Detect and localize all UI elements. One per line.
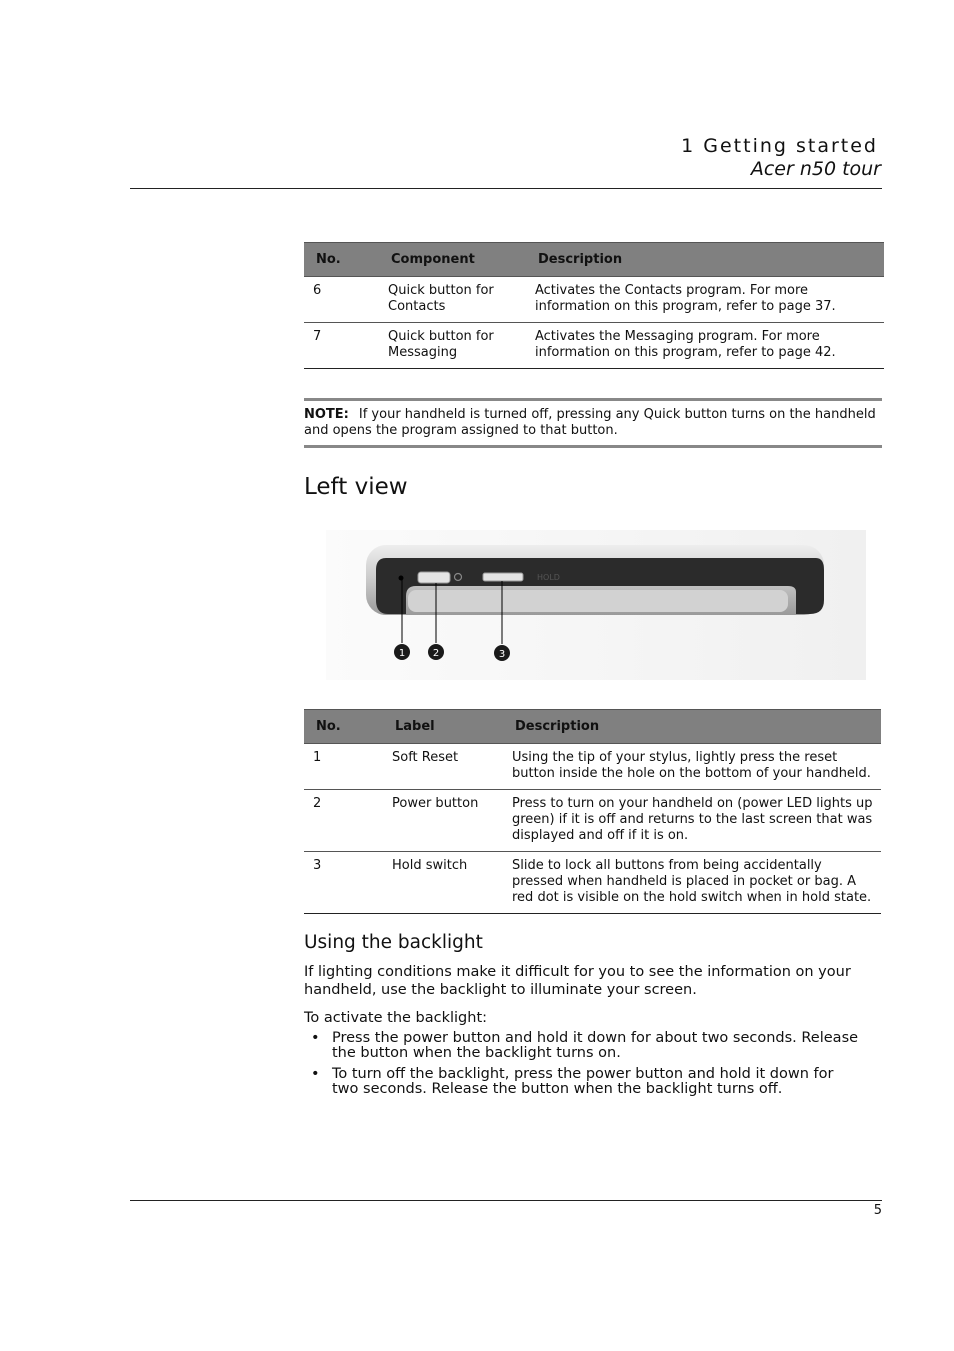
cell-description: Activates the Contacts program. For more information on this program, refer to page 37. xyxy=(526,277,884,323)
device-lower-edge xyxy=(408,590,788,612)
backlight-steps-list xyxy=(304,1031,864,1103)
cell-label: Hold switch xyxy=(383,852,503,914)
cell-description: Press to turn on your handheld on (power LED lights up green) if it is off and returns to the last screen that was displayed and off if it is on. xyxy=(503,790,881,852)
left-view-table xyxy=(304,709,881,914)
list-item: • To turn off the backlight, press the power button and hold it down for two seconds. Release the button when the backlight turns off. xyxy=(304,1067,864,1097)
table-header-row xyxy=(304,710,881,744)
cell-label: Power button xyxy=(383,790,503,852)
components-table xyxy=(304,242,884,369)
column-header-label: Label xyxy=(383,710,503,744)
cell-no: 2 xyxy=(304,790,383,852)
note-label: NOTE: xyxy=(304,407,349,422)
section-heading-left-view: Left view xyxy=(304,474,408,500)
column-header-component: Component xyxy=(379,243,526,277)
table-header-row xyxy=(304,243,884,277)
table-row xyxy=(304,277,884,323)
backlight-intro: If lighting conditions make it difficult for you to see the information on your handheld, use the backlight to illuminate your screen. xyxy=(304,964,851,998)
note-box xyxy=(304,398,882,448)
table-row xyxy=(304,790,881,852)
callout-number-3: 3 xyxy=(498,649,506,660)
hold-label: HOLD xyxy=(537,573,560,582)
list-item: • Press the power button and hold it down for about two seconds. Release the button when the backlight turns on. xyxy=(304,1031,864,1061)
cell-no: 6 xyxy=(304,277,379,323)
callout-number-2: 2 xyxy=(432,648,440,659)
cell-no: 7 xyxy=(304,323,379,369)
table-row xyxy=(304,852,881,914)
footer-rule xyxy=(130,1200,882,1201)
cell-label: Soft Reset xyxy=(383,744,503,790)
cell-description: Slide to lock all buttons from being accidentally pressed when handheld is placed in pocket or bag. A red dot is visible on the hold switch when in hold state. xyxy=(503,852,881,914)
cell-component: Quick button for Contacts xyxy=(379,277,526,323)
book-title: Acer n50 tour xyxy=(750,158,881,180)
header-rule xyxy=(130,188,882,189)
cell-description: Using the tip of your stylus, lightly press the reset button inside the hole on the bottom of your handheld. xyxy=(503,744,881,790)
column-header-no: No. xyxy=(304,710,383,744)
column-header-no: No. xyxy=(304,243,379,277)
callout-number-1: 1 xyxy=(398,648,406,659)
page-number: 5 xyxy=(873,1203,882,1218)
reset-hole-icon xyxy=(399,576,404,581)
backlight-activate-label: To activate the backlight: xyxy=(304,1010,488,1026)
section-heading-backlight: Using the backlight xyxy=(304,932,483,953)
cell-no: 3 xyxy=(304,852,383,914)
column-header-description: Description xyxy=(526,243,884,277)
cell-component: Quick button for Messaging xyxy=(379,323,526,369)
chapter-title: 1 Getting started xyxy=(681,135,878,157)
hold-switch-icon xyxy=(483,573,523,581)
device-left-view-image xyxy=(326,530,866,680)
table-row xyxy=(304,323,884,369)
table-row xyxy=(304,744,881,790)
note-text: If your handheld is turned off, pressing any Quick button turns on the handheld and opens the program assigned to that button. xyxy=(304,407,876,438)
cell-description: Activates the Messaging program. For more information on this program, refer to page 42. xyxy=(526,323,884,369)
column-header-description: Description xyxy=(503,710,881,744)
cell-no: 1 xyxy=(304,744,383,790)
power-button-icon xyxy=(418,572,450,583)
